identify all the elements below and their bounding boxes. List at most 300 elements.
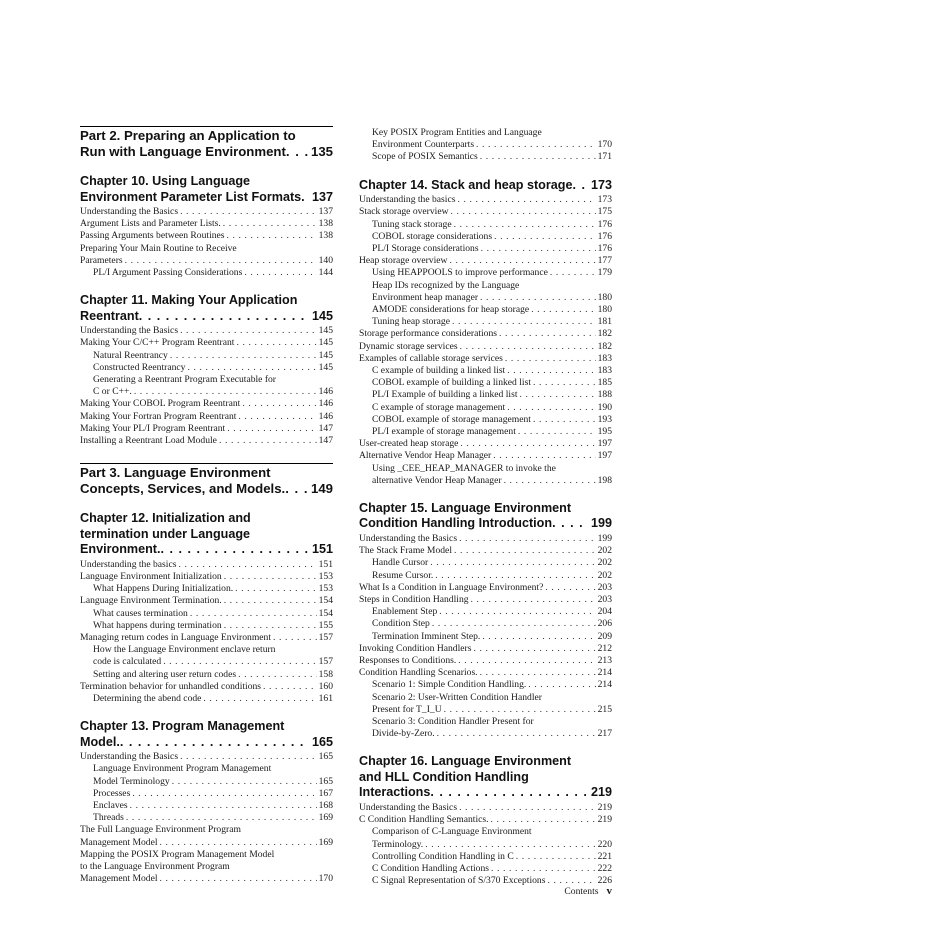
dot-leader (132, 386, 317, 398)
toc-entry[interactable] (80, 849, 333, 886)
toc-entry[interactable] (80, 423, 333, 435)
chapter-heading[interactable] (80, 293, 333, 324)
toc-entry[interactable] (359, 255, 612, 267)
dot-leader (458, 341, 596, 353)
entry-title: Controlling Condition Handling in C (372, 850, 514, 862)
entry-page-number: 197 (597, 438, 612, 450)
toc-entry[interactable] (359, 802, 612, 814)
toc-subentry[interactable] (80, 693, 333, 705)
entry-title: Understanding the Basics (80, 325, 179, 337)
entry-page-number: 140 (318, 254, 333, 266)
dot-leader (160, 542, 309, 558)
toc-subentry[interactable] (359, 151, 612, 163)
dot-leader (442, 704, 596, 716)
dot-leader (514, 851, 596, 863)
toc-entry[interactable] (80, 230, 333, 242)
toc-subentry[interactable] (80, 788, 333, 800)
entry-last-line (359, 582, 612, 594)
dot-leader (123, 255, 317, 267)
dot-leader (450, 316, 596, 328)
toc-subentry[interactable] (80, 669, 333, 681)
entry-title: COBOL storage considerations (372, 230, 493, 242)
toc-entry[interactable] (359, 206, 612, 218)
entry-title: Using _CEE_HEAP_MANAGER to invoke the (372, 462, 556, 474)
entry-last-line (80, 255, 333, 267)
dot-leader (543, 582, 595, 594)
entry-title: What happens during termination (93, 619, 222, 631)
toc-subentry[interactable] (359, 127, 612, 151)
entry-page-number: 145 (318, 325, 333, 337)
page-footer (556, 885, 612, 898)
entry-last-line (80, 435, 333, 447)
toc-subentry[interactable] (80, 763, 333, 787)
toc-subentry[interactable] (80, 608, 333, 620)
entry-last-line (359, 450, 612, 462)
entry-page-number: 190 (597, 401, 612, 413)
dot-leader (531, 377, 596, 389)
dot-leader (505, 402, 595, 414)
dot-leader (526, 679, 595, 691)
entry-page-number: 197 (597, 450, 612, 462)
dot-leader (479, 243, 596, 255)
entry-title: C Condition Handling Actions (372, 862, 489, 874)
entry-last-line (359, 643, 612, 655)
entry-last-line (93, 386, 333, 398)
entry-page-number: 145 (318, 361, 333, 373)
dot-leader (478, 292, 596, 304)
toc-subentry[interactable] (359, 463, 612, 487)
heading-last-line (359, 785, 612, 801)
entry-title: COBOL example of building a linked list (372, 377, 531, 389)
entry-page-number: 202 (597, 569, 612, 581)
entry-last-line (372, 316, 612, 328)
entry-title: Generating a Reentrant Program Executable for (93, 374, 277, 386)
chapter-block (80, 174, 333, 279)
toc-subentry[interactable] (80, 374, 333, 398)
dot-leader (222, 620, 317, 632)
entry-page-number: 145 (318, 337, 333, 349)
toc-entry[interactable] (359, 655, 612, 667)
entry-page-number: 145 (318, 349, 333, 361)
entry-page-number: 193 (597, 413, 612, 425)
entry-title: Understanding the basics (359, 194, 456, 206)
heading-page-number: 137 (311, 189, 333, 204)
toc-subentry[interactable] (359, 280, 612, 304)
toc-subentry[interactable] (80, 620, 333, 632)
entry-page-number: 183 (597, 352, 612, 364)
entry-title: Making Your Fortran Program Reentrant (80, 410, 237, 422)
heading-text: Chapter 15. Language Environment (359, 500, 572, 515)
entry-last-line (372, 606, 612, 618)
entry-last-line (80, 559, 333, 571)
entry-page-number: 203 (597, 581, 612, 593)
toc-subentry[interactable] (359, 219, 612, 231)
toc-entry[interactable] (359, 643, 612, 655)
entry-title: Stack storage overview (359, 206, 449, 218)
toc-entry[interactable] (80, 595, 333, 607)
entry-title: Language Environment Termination. (80, 595, 222, 607)
dot-leader (548, 267, 596, 279)
entry-page-number: 183 (597, 364, 612, 376)
entry-title: Divide-by-Zero. (372, 728, 435, 740)
heading-text: Chapter 13. Program Management (80, 719, 285, 734)
entry-last-line (359, 206, 612, 218)
dot-leader (474, 139, 596, 151)
entry-title: Tuning stack storage (372, 218, 452, 230)
toc-subentry[interactable] (359, 389, 612, 401)
dot-leader (531, 414, 596, 426)
entry-title: PL/I Argument Passing Considerations (93, 267, 243, 279)
toc-left-column (80, 126, 333, 885)
entry-last-line (359, 353, 612, 365)
entry-last-line (80, 873, 333, 885)
heading-text: and HLL Condition Handling (359, 769, 529, 784)
entry-last-line (372, 557, 612, 569)
entry-last-line (372, 631, 612, 643)
toc-subentry[interactable] (359, 606, 612, 618)
toc-subentry[interactable] (80, 362, 333, 374)
heading-last-line (80, 309, 333, 325)
entry-last-line (372, 402, 612, 414)
toc-subentry[interactable] (80, 583, 333, 595)
entry-title: alternative Vendor Heap Manager (372, 474, 502, 486)
toc-subentry[interactable] (359, 851, 612, 863)
toc-entry[interactable] (359, 594, 612, 606)
dot-leader (469, 594, 596, 606)
entry-title: User-created heap storage (359, 438, 459, 450)
dot-leader (233, 583, 316, 595)
entry-page-number: 202 (597, 557, 612, 569)
dot-leader (168, 350, 317, 362)
entry-last-line (359, 533, 612, 545)
entry-title: The Stack Frame Model (359, 545, 452, 557)
entry-last-line (372, 863, 612, 875)
toc-subentry[interactable] (359, 826, 612, 850)
dot-leader (139, 309, 309, 325)
heading-page-number: 219 (590, 785, 612, 800)
entry-title: Heap storage overview (359, 255, 448, 267)
toc-subentry[interactable] (359, 414, 612, 426)
dot-leader (572, 178, 588, 194)
toc-subentry[interactable] (359, 426, 612, 438)
entry-page-number: 182 (597, 328, 612, 340)
toc-entry[interactable] (359, 582, 612, 594)
toc-subentry[interactable] (80, 350, 333, 362)
entry-last-line (93, 788, 333, 800)
heading-text: Model. (80, 734, 120, 749)
toc-entry-list (359, 533, 612, 740)
entry-last-line (80, 325, 333, 337)
dot-leader (447, 255, 595, 267)
entry-page-number: 157 (318, 631, 333, 643)
entry-page-number: 169 (318, 836, 333, 848)
entry-page-number: 195 (597, 425, 612, 437)
entry-last-line (93, 776, 333, 788)
entry-title: Invoking Condition Handlers (359, 642, 472, 654)
toc-entry[interactable] (80, 571, 333, 583)
chapter-block (80, 293, 333, 447)
toc-entry[interactable] (80, 824, 333, 848)
dot-leader (516, 426, 596, 438)
heading-page-number: 151 (311, 542, 333, 557)
entry-page-number: 209 (597, 630, 612, 642)
toc-entry[interactable] (80, 559, 333, 571)
toc-entry[interactable] (359, 450, 612, 462)
entry-title: Examples of callable storage services (359, 352, 503, 364)
toc-entry[interactable] (359, 533, 612, 545)
entry-last-line (80, 398, 333, 410)
entry-page-number: 153 (318, 583, 333, 595)
heading-last-line (80, 735, 333, 751)
entry-title: Terminology. (372, 838, 424, 850)
chapter-heading[interactable] (359, 178, 612, 194)
heading-last-line (80, 144, 333, 160)
entry-page-number: 198 (597, 474, 612, 486)
entry-last-line (359, 655, 612, 667)
dot-leader (301, 190, 309, 206)
toc-subentry[interactable] (359, 304, 612, 316)
toc-subentry[interactable] (359, 631, 612, 643)
entry-page-number: 161 (318, 692, 333, 704)
entry-page-number: 206 (597, 618, 612, 630)
heading-text: Part 2. Preparing an Application to (80, 128, 296, 143)
dot-leader (236, 669, 317, 681)
dot-leader (225, 423, 316, 435)
toc-subentry[interactable] (80, 800, 333, 812)
toc-subentry[interactable] (359, 243, 612, 255)
entry-last-line (80, 571, 333, 583)
entry-page-number: 214 (597, 679, 612, 691)
entry-last-line (93, 620, 333, 632)
entry-page-number: 219 (597, 814, 612, 826)
heading-text: Chapter 12. Initialization and (80, 511, 251, 526)
entry-title: Preparing Your Main Routine to Receive (80, 242, 237, 254)
dot-leader (120, 735, 309, 751)
entry-page-number: 160 (318, 680, 333, 692)
entry-page-number: 222 (597, 862, 612, 874)
part-heading[interactable] (80, 465, 333, 497)
toc-entry[interactable] (359, 814, 612, 826)
entry-title: Understanding the Basics (80, 206, 179, 217)
entry-title: Understanding the basics (80, 558, 177, 570)
entry-title: Understanding the Basics (359, 801, 458, 813)
entry-title: Determining the abend code (93, 692, 202, 704)
entry-page-number: 137 (318, 206, 333, 217)
entry-page-number: 217 (597, 728, 612, 740)
chapter-heading[interactable] (359, 501, 612, 532)
toc-subentry[interactable] (359, 679, 612, 691)
dot-leader (242, 267, 316, 279)
entry-last-line (372, 151, 612, 163)
toc-entry[interactable] (80, 206, 333, 218)
toc-subentry[interactable] (359, 716, 612, 740)
entry-page-number: 146 (318, 386, 333, 398)
dot-leader (452, 545, 596, 557)
dot-leader (222, 595, 317, 607)
toc-subentry[interactable] (359, 570, 612, 582)
entry-last-line (372, 267, 612, 279)
entry-last-line (93, 583, 333, 595)
entry-title: Environment heap manager (372, 291, 479, 303)
part-heading[interactable] (80, 128, 333, 160)
entry-last-line (93, 812, 333, 824)
entry-title: Termination behavior for unhandled conditions (80, 680, 262, 692)
dot-leader (221, 218, 317, 230)
entry-title: Setting and altering user return codes (93, 668, 237, 680)
heading-text: Environment. (80, 542, 161, 557)
entry-last-line (80, 837, 333, 849)
entry-page-number: 202 (597, 545, 612, 557)
entry-page-number: 175 (597, 206, 612, 218)
entry-title: Scope of POSIX Semantics (372, 151, 478, 163)
entry-page-number: 153 (318, 570, 333, 582)
dot-leader (437, 606, 595, 618)
heading-text: Reentrant (80, 308, 139, 323)
toc-subentry[interactable] (80, 644, 333, 668)
toc-subentry[interactable] (359, 402, 612, 414)
entry-last-line (80, 218, 333, 230)
chapter-heading[interactable] (80, 719, 333, 750)
dot-leader (478, 667, 596, 679)
entry-page-number: 138 (318, 230, 333, 242)
toc-entry[interactable] (80, 337, 333, 349)
toc-subentry[interactable] (359, 365, 612, 377)
toc-subentry[interactable] (80, 812, 333, 824)
footer-label: Contents (564, 886, 599, 897)
toc-entry[interactable] (359, 438, 612, 450)
dot-leader (170, 776, 317, 788)
entry-title: Heap IDs recognized by the Language (372, 279, 520, 291)
entry-page-number: 226 (597, 875, 612, 887)
entry-last-line (372, 851, 612, 863)
toc-entry[interactable] (80, 435, 333, 447)
entry-page-number: 146 (318, 410, 333, 422)
toc-entry[interactable] (80, 243, 333, 267)
entry-page-number: 181 (597, 316, 612, 328)
dot-leader (552, 516, 588, 532)
entry-title: C example of storage management (372, 401, 506, 413)
entry-last-line (359, 341, 612, 353)
chapter-heading[interactable] (80, 174, 333, 205)
entry-title: What Happens During Initialization. (93, 583, 234, 595)
entry-page-number: 220 (597, 838, 612, 850)
dot-leader (240, 398, 316, 410)
dot-leader (480, 631, 595, 643)
toc-entry[interactable] (80, 751, 333, 763)
chapter-heading[interactable] (359, 754, 612, 801)
entry-title: to the Language Environment Program (80, 861, 230, 873)
entry-last-line (80, 632, 333, 644)
dot-leader (185, 362, 316, 374)
entry-title: Condition Handling Scenarios. (359, 667, 478, 679)
dot-leader (455, 194, 595, 206)
entry-last-line (80, 206, 333, 218)
toc-subentry[interactable] (80, 267, 333, 279)
heading-text: Part 3. Language Environment (80, 465, 271, 481)
toc-entry[interactable] (80, 632, 333, 644)
entry-page-number: 219 (597, 801, 612, 813)
entry-last-line (80, 423, 333, 435)
entry-last-line (359, 255, 612, 267)
heading-page-number: 173 (590, 177, 612, 192)
entry-page-number: 165 (318, 775, 333, 787)
toc-entry[interactable] (80, 681, 333, 693)
entry-last-line (93, 800, 333, 812)
entry-title: How the Language Environment enclave return (93, 644, 276, 656)
toc-entry[interactable] (359, 328, 612, 340)
dot-leader (428, 557, 595, 569)
entry-title: Scenario 1: Simple Condition Handling. (372, 679, 527, 691)
entry-page-number: 176 (597, 218, 612, 230)
entry-last-line (359, 802, 612, 814)
entry-title: What causes termination (93, 607, 188, 619)
toc-subentry[interactable] (359, 231, 612, 243)
toc-subentry[interactable] (359, 267, 612, 279)
toc-entry[interactable] (359, 667, 612, 679)
entry-title: Natural Reentrancy (93, 349, 168, 361)
dot-leader (124, 812, 317, 824)
entry-last-line (359, 328, 612, 340)
entry-page-number: 179 (597, 267, 612, 279)
toc-subentry[interactable] (359, 692, 612, 716)
toc-subentry[interactable] (359, 557, 612, 569)
entry-title: Present for T_I_U (372, 703, 442, 715)
toc-entry[interactable] (80, 398, 333, 410)
entry-last-line (93, 608, 333, 620)
entry-last-line (372, 365, 612, 377)
chapter-block (359, 754, 612, 887)
toc-entry[interactable] (359, 194, 612, 206)
entry-last-line (372, 728, 612, 740)
toc-entry[interactable] (80, 411, 333, 423)
dot-leader (130, 788, 316, 800)
heading-last-line (359, 516, 612, 532)
dot-leader (234, 337, 316, 349)
entry-title: Constructed Reentrancy (93, 361, 186, 373)
toc-entry[interactable] (359, 341, 612, 353)
toc-entry[interactable] (359, 545, 612, 557)
toc-entry[interactable] (80, 218, 333, 230)
toc-subentry[interactable] (359, 618, 612, 630)
entry-title: Tuning heap storage (372, 316, 450, 328)
entry-title: Environment Counterparts (372, 139, 475, 151)
heading-page-number: 145 (311, 308, 333, 323)
toc-subentry[interactable] (359, 316, 612, 328)
heading-page-number: 199 (590, 516, 612, 531)
entry-page-number: 147 (318, 422, 333, 434)
entry-title: Threads (93, 812, 124, 824)
entry-title: Resume Cursor. (372, 569, 434, 581)
entry-last-line (372, 570, 612, 582)
entry-title: Management Model (80, 873, 158, 885)
entry-title: Making Your COBOL Program Reentrant (80, 398, 241, 410)
chapter-heading[interactable] (80, 511, 333, 558)
toc-entry[interactable] (359, 353, 612, 365)
entry-page-number: 188 (597, 389, 612, 401)
entry-title: Model Terminology (93, 775, 170, 787)
toc-subentry[interactable] (359, 863, 612, 875)
entry-page-number: 214 (597, 667, 612, 679)
toc-entry[interactable] (80, 325, 333, 337)
entry-page-number: 180 (597, 291, 612, 303)
heading-text: Chapter 16. Language Environment (359, 754, 572, 769)
dot-leader (449, 206, 596, 218)
entry-last-line (372, 243, 612, 255)
entry-title: Enclaves (93, 800, 128, 811)
entry-title: C or C++. (93, 386, 132, 398)
entry-page-number: 177 (597, 255, 612, 267)
toc-subentry[interactable] (359, 377, 612, 389)
